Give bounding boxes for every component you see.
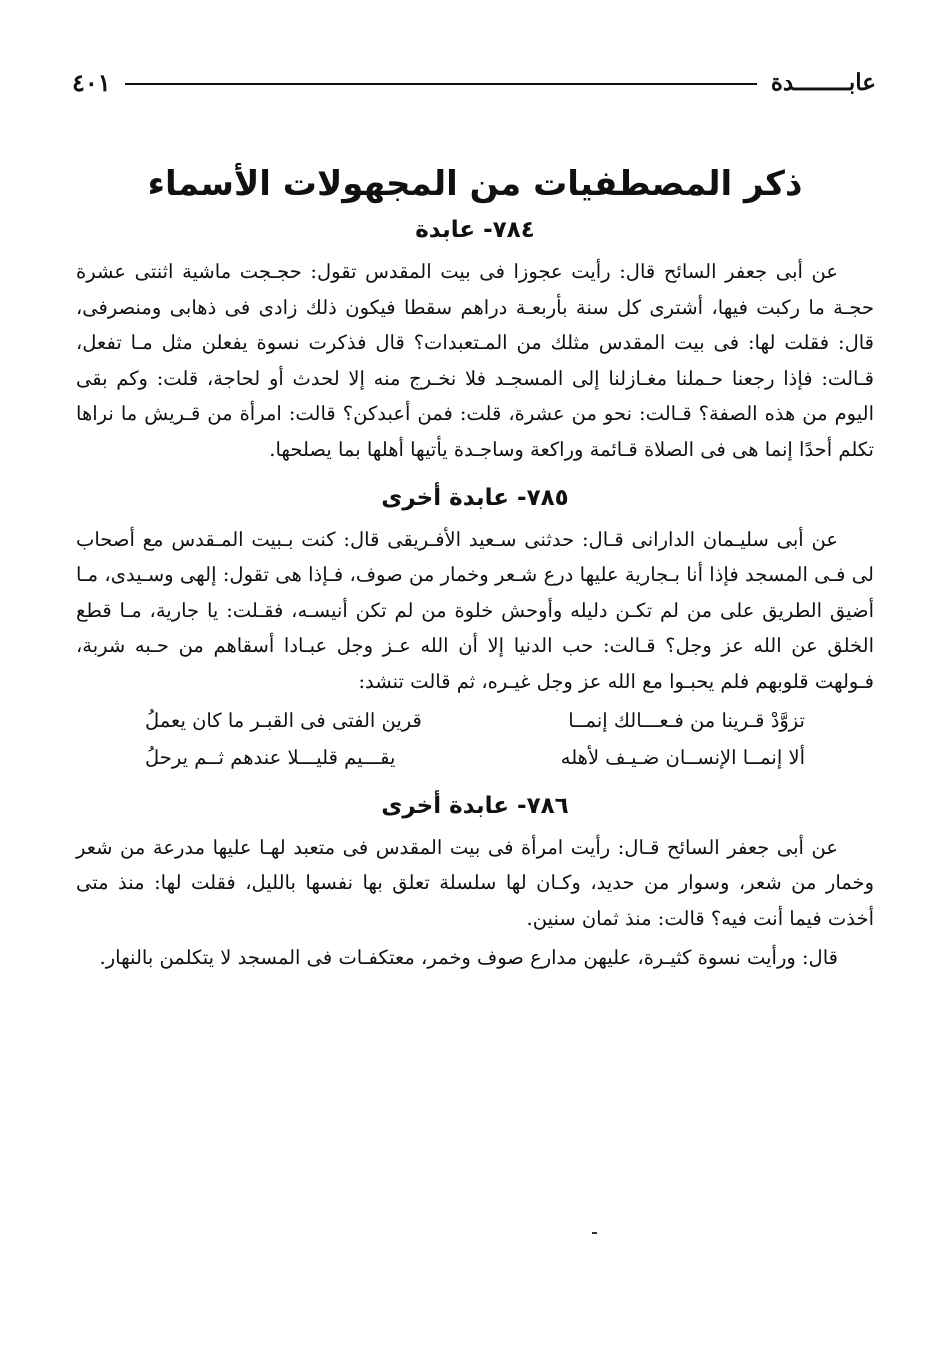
entry-784-paragraph: عن أبى جعفر السائح قال: رأيت عجوزا فى بيت المقدس تقول: حجـجت ماشية اثنتى عشرة حجـة ما ركبت فيها، أشترى كل سنة بأربعـة دراهم سقطا فيكون ذلك زادى فى ذهابى ومنصرفى، قال: فقلت لها: فى بيت المقدس مثلك من المـتعبدات؟ قال فذكرت نسوة يفعلن مثل مـا تفعل، قـالت: فإذا رجعنا حـملنا مغـازلنا إلى المسجـد فلا نخـرج منه إلا لحدث أو لحاجة، قلت: وكم بقى اليوم من هذه الصفة؟ قـالت: نحو من عشرة، قلت: فمن أعبدكن؟ قالت: امرأة من قـريش ما نراها تكلم أحدًا إنما هى فى الصلاة قـائمة وراكعة وساجـدة يأتيها أهلها بما يصلحها.	[76, 260, 874, 461]
poem-verse-1	[145, 702, 805, 739]
entry-786-paragraph-2: قال: ورأيت نسوة كثيـرة، عليهن مدارع صوف وخمر، معتكفـات فى المسجد لا يتكلمن بالنهار.	[99, 946, 838, 970]
entry-heading-784: ٧٨٤- عابدة	[415, 217, 535, 243]
running-header	[72, 62, 876, 102]
entry-heading-786: ٧٨٦- عابدة أخرى	[381, 792, 569, 819]
header-rule	[125, 83, 757, 85]
poem-verse-2	[145, 739, 805, 776]
stray-print-mark	[592, 1232, 597, 1234]
verse-2-first-hemistich: ألا إنمــا الإنســان ضـيـف لأهله	[560, 745, 805, 769]
verse-2-second-hemistich: يقـــيم قليـــلا عندهم ثــم يرحلُ	[145, 745, 396, 769]
verse-1-first-hemistich: تزوَّدْ قـرينا من فـعـــالك إنمــا	[568, 708, 805, 732]
page-number: ٤٠١	[72, 67, 111, 97]
entry-786-paragraph-1: عن أبى جعفر السائح قـال: رأيت امرأة فى بيت المقدس فى متعبد لهـا عليها مدرعة من شعر وخمار من شعر، وسوار من حديد، وكـان لها سلسلة تعلق بها نفسها بالليل، فقلت لها: منذ متى أخذت فيما أنت فيه؟ قالت: منذ ثمان سنين.	[76, 835, 874, 930]
verse-1-second-hemistich: قرين الفتى فى القبـر ما كان يعملُ	[145, 708, 422, 732]
running-title: عابــــــــدة	[770, 68, 876, 96]
entry-heading-785: ٧٨٥- عابدة أخرى	[381, 484, 569, 511]
section-title: ذكر المصطفيات من المجهولات الأسماء	[147, 164, 803, 204]
page-body	[76, 160, 874, 976]
entry-785-paragraph: عن أبى سليـمان الدارانى قـال: حدثنى سـعيد الأفـريقى قال: كنت بـبيت المـقدس مع أصحاب لى فـى المسجد فإذا أنا بـجارية عليها درع شـعر وخمار من صوف، فـإذا هى تقول: إلهى وسـيدى، مـا أضيق الطريق على من لم تكـن دليله وأوحش خلوة من لم تكن أنيسـه، فقـلت: يا جارية، مـا قطع الخلق عن الله عز وجل؟ قـالت: حب الدنيا إلا أن الله عـز وجل عبـادا أسقاهم من حـبه شربة، فـولهت قلوبهم فلم يحبـوا مع الله عز وجل غيـره، ثم قالت تنشد:	[76, 527, 874, 693]
